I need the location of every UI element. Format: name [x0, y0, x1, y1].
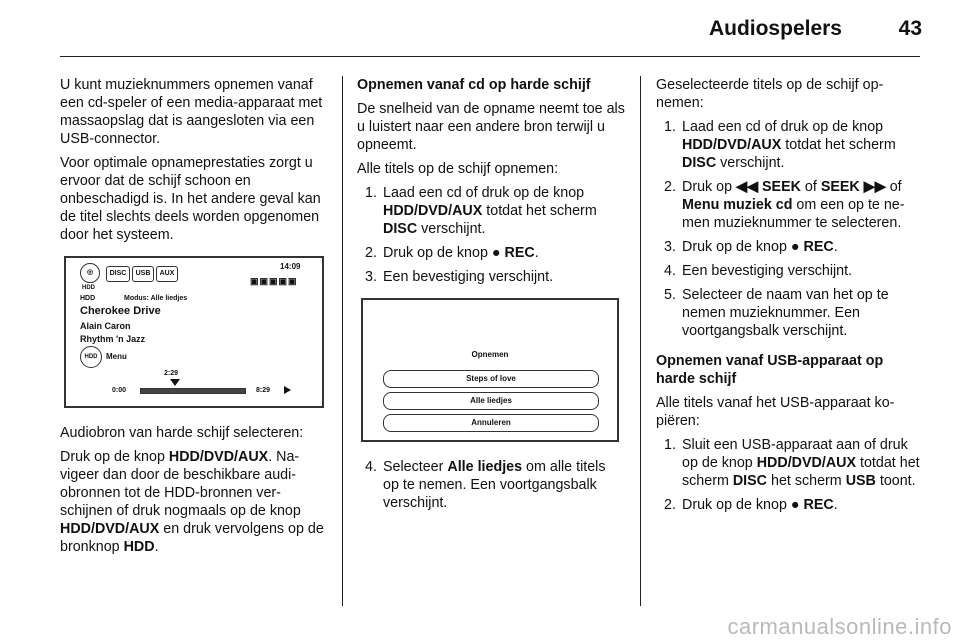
screen-start-time: 0:00: [112, 387, 127, 394]
cd-steps-list: [357, 184, 625, 286]
screen-menu-label: Menu: [106, 352, 127, 361]
screen-position-time: 2:29: [164, 370, 179, 377]
dialog-option-annuleren: Annuleren: [383, 414, 599, 432]
screen-track-title: Cherokee Drive: [80, 305, 161, 317]
usb-steps-list: [656, 436, 924, 514]
usb-copy-paragraph: Alle titels vanaf het USB-apparaat kopiëren:: [656, 395, 895, 429]
column-2: [357, 76, 625, 518]
screen-clock: 14:09: [280, 262, 301, 271]
dialog-option-steps-of-love: Steps of love: [383, 370, 599, 388]
intro-paragraph: U kunt muzieknummers opnemen vanaf een cd-speler of een media-apparaat met massaopslag dat is aangesloten via een USB-connector.: [60, 77, 323, 147]
screen-disc-button: DISC: [106, 266, 130, 282]
list-item: 1. Sluit een USB-apparaat aan of druk op de knop HDD/DVD/AUX totdat het scherm DISC het scherm USB toont.: [664, 437, 920, 489]
screen-source-label: HDD: [80, 295, 96, 302]
column-divider-1: [342, 76, 343, 606]
position-marker-icon: [170, 379, 180, 386]
list-item: 4. Selecteer Alle liedjes om alle titels op te nemen. Een voortgangsbalk verschijnt.: [365, 459, 606, 511]
dialog-option-alle-liedjes: Alle liedjes: [383, 392, 599, 410]
screen-aux-button: AUX: [156, 266, 178, 282]
column-1: [60, 76, 328, 562]
list-item: 5. Selecteer de naam van het op te nemen muzieknummer. Een voortgangsbalk verschijnt.: [664, 287, 889, 339]
watermark-text: carmanualsonline.info: [727, 614, 952, 639]
list-item: 2. Druk op de knop ● REC.: [664, 497, 838, 513]
screen-hdd-label: HDD: [82, 285, 95, 291]
screen-mode-label: Modus: Alle liedjes: [124, 295, 188, 302]
list-item: 4. Een bevestiging verschijnt.: [664, 263, 853, 279]
column-divider-2: [640, 76, 641, 606]
screen-status-icons: ▣▣▣▣▣: [250, 276, 298, 286]
all-titles-paragraph: Alle titels op de schijf opnemen:: [357, 161, 559, 177]
screen-progress-bar: [140, 388, 246, 394]
screen-artist: Alain Caron: [80, 321, 131, 331]
cd-steps-list-continued: [357, 458, 625, 512]
header-rule: [60, 56, 920, 57]
column-3: [656, 76, 924, 520]
selected-titles-paragraph: Geselecteerde titels op de schijf opnemen:: [656, 77, 884, 111]
play-icon: [284, 386, 291, 394]
page-header: [0, 0, 960, 60]
selected-steps-list: [656, 118, 924, 340]
dialog-title: Opnemen: [471, 350, 509, 359]
screen-end-time: 8:29: [256, 387, 271, 394]
screen-usb-button: USB: [132, 266, 154, 282]
tip-paragraph: Voor optimale opnameprestaties zorgt u ervoor dat de schijf schoon en onbeschadigd is. In het andere geval kan de titel slechts deels worden opgenomen door het systeem.: [60, 155, 321, 243]
select-source-paragraph: Audiobron van harde schijf selecteren:: [60, 425, 304, 441]
select-source-instructions: Druk op de knop HDD/DVD/AUX. Navigeer dan door de beschikbare audiobronnen tot de HDD-bronnen verschijnen of druk nogmaals op de knop HDD/DVD/AUX en druk vervolgens op de bronknop HDD.: [60, 449, 324, 555]
list-item: 3. Een bevestiging verschijnt.: [365, 269, 554, 285]
page-title: Audiospelers: [708, 17, 842, 40]
list-item: 2. Druk op ◀◀ SEEK of SEEK ▶▶ of Menu muziek cd om een op te nemen muzieknummer te selecteren.: [664, 179, 905, 231]
record-dialog-illustration: [361, 298, 619, 442]
section-heading-usb: Opnemen vanaf USB-apparaat op harde schijf: [656, 353, 884, 387]
list-item: 2. Druk op de knop ● REC.: [365, 245, 539, 261]
page-number: 43: [898, 17, 922, 40]
list-item: 1. Laad een cd of druk op de knop HDD/DVD/AUX totdat het scherm DISC verschijnt.: [365, 185, 597, 237]
list-item: 3. Druk op de knop ● REC.: [664, 239, 838, 255]
cd-speed-paragraph: De snelheid van de opname neemt toe als u luistert naar een andere bron terwijl u opneemt.: [357, 101, 625, 153]
screen-hdd-menu-icon: HDD: [80, 346, 102, 368]
section-heading-cd: Opnemen vanaf cd op harde schijf: [357, 77, 591, 93]
hdd-screen-illustration: [64, 256, 324, 408]
list-item: 1. Laad een cd of druk op de knop HDD/DVD/AUX totdat het scherm DISC verschijnt.: [664, 119, 896, 171]
screen-album: Rhythm 'n Jazz: [80, 334, 146, 344]
hdd-disc-icon: ◎: [80, 263, 100, 283]
